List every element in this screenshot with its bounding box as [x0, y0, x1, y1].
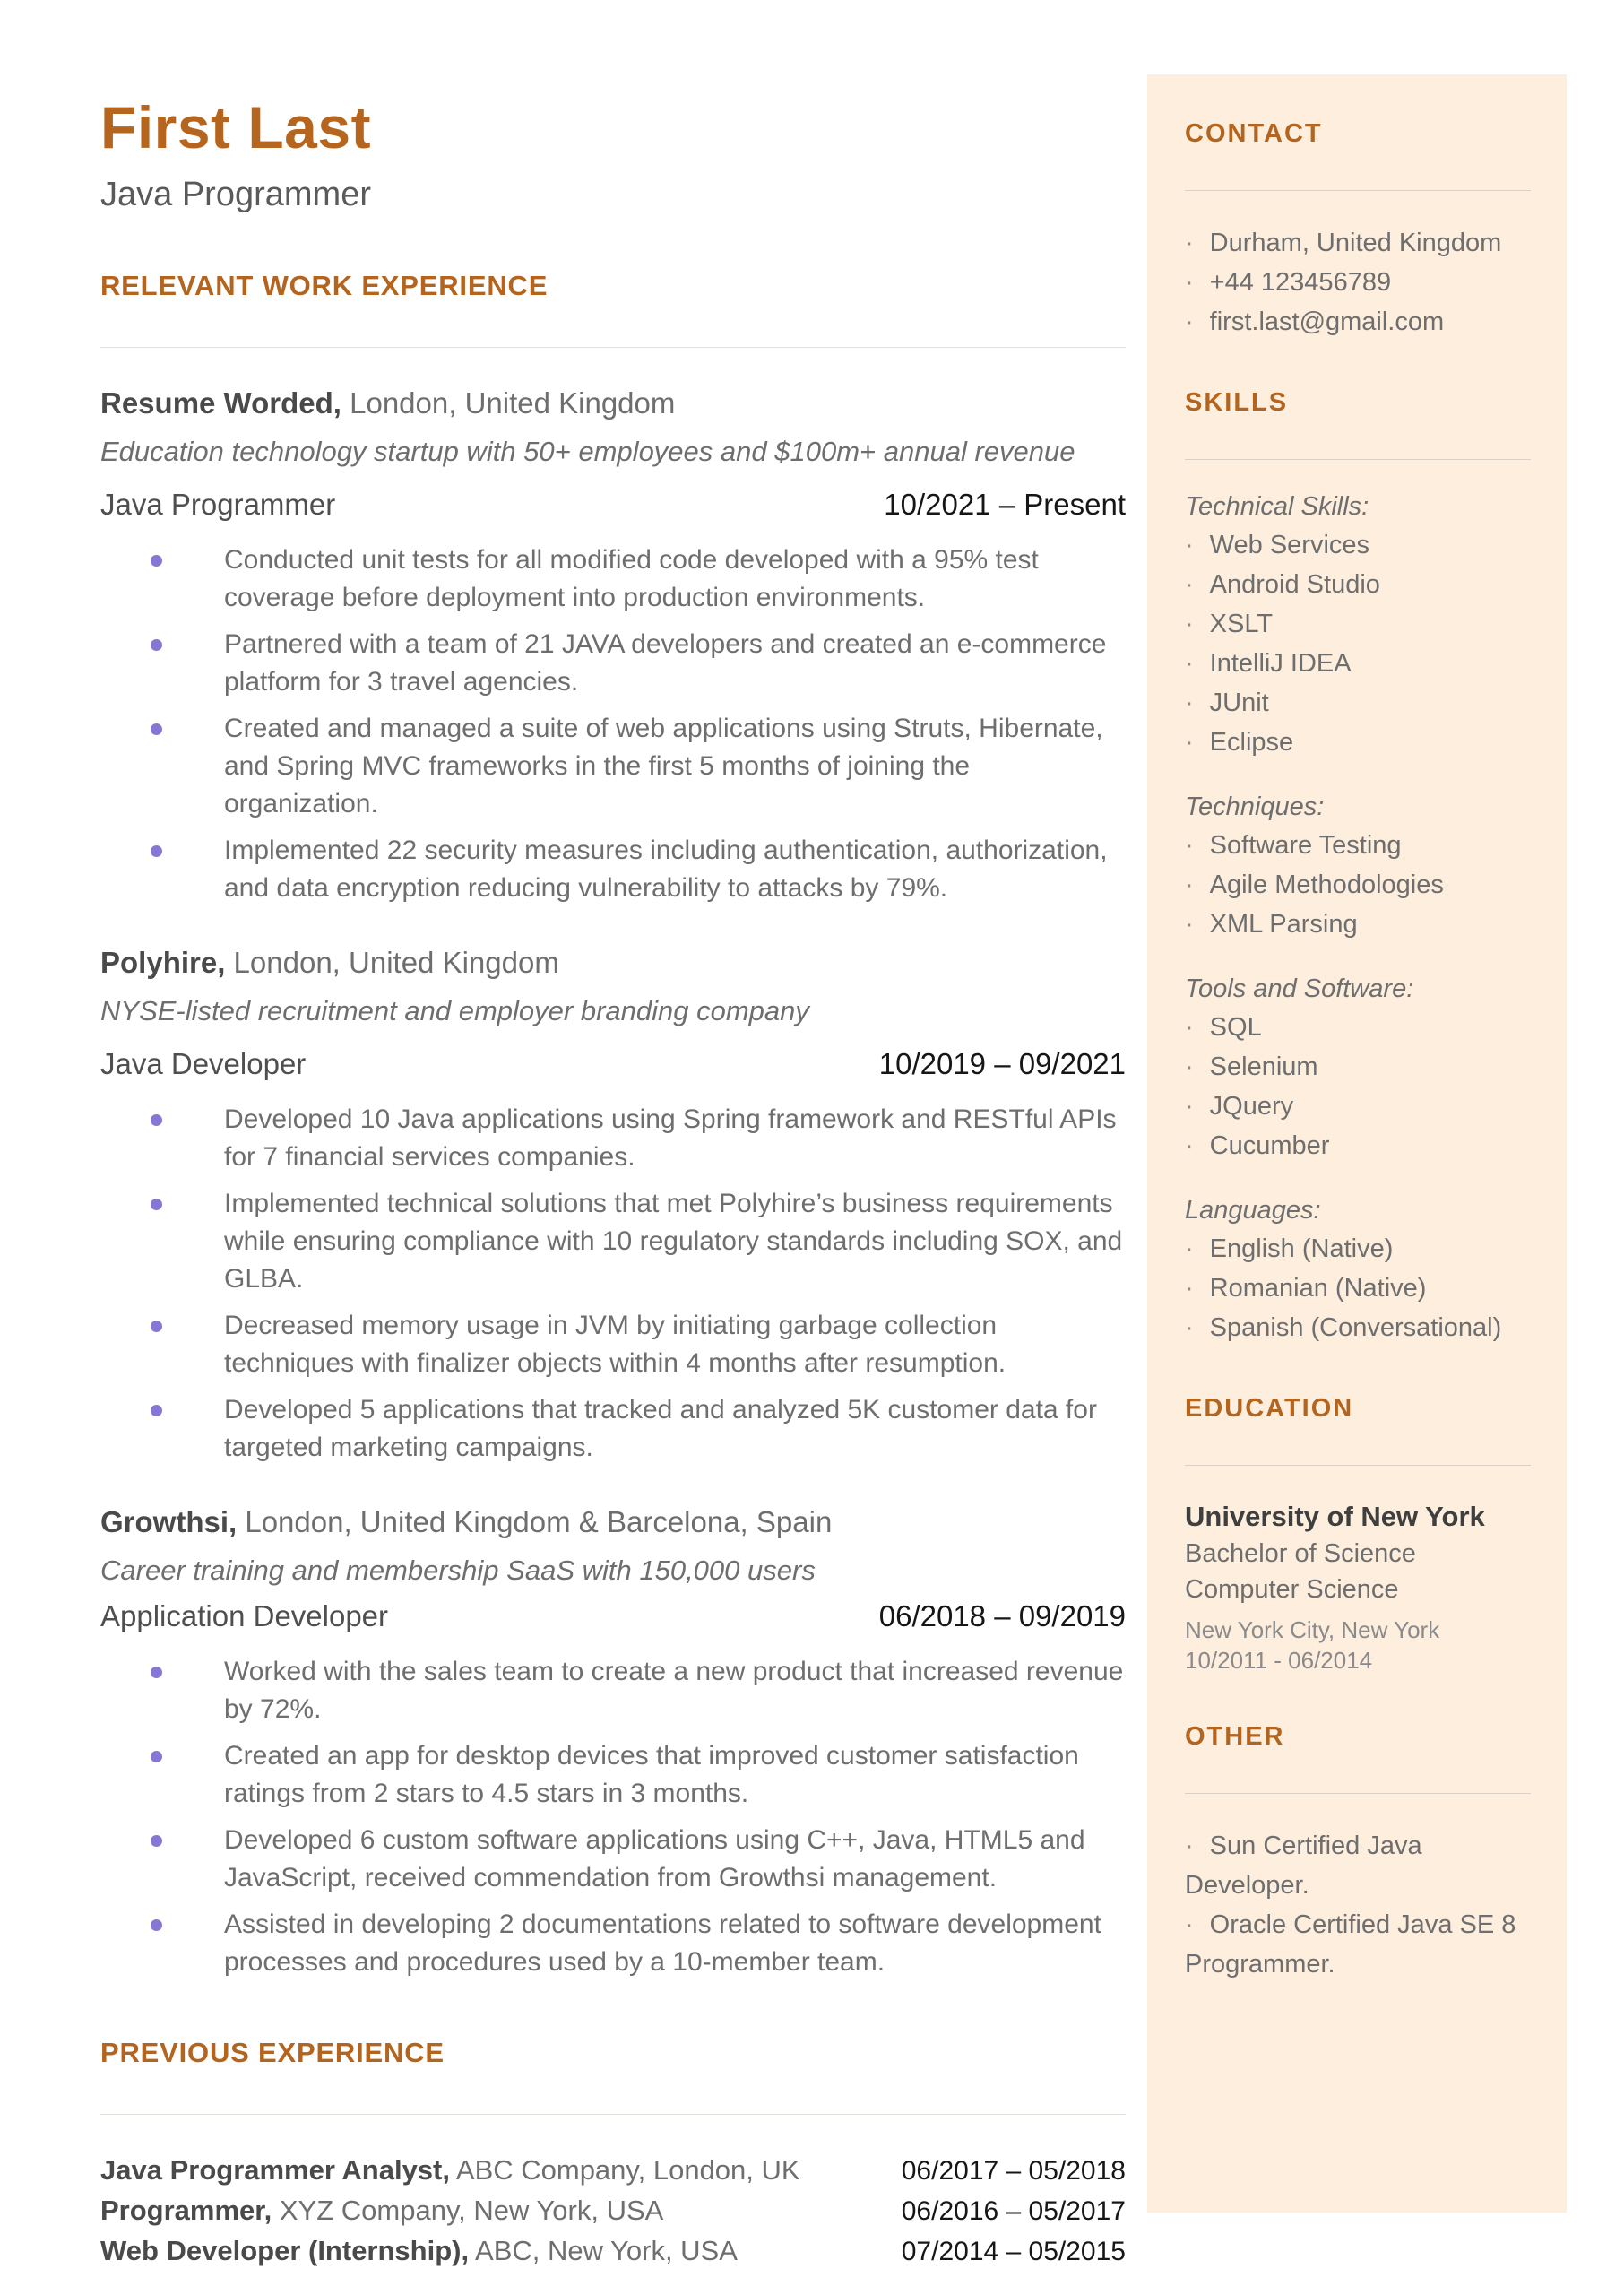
- company-line: [100, 1503, 1126, 1542]
- bullet-text: Decreased memory usage in JVM by initiating garbage collection techniques with finalizer objects within 4 months after resumption.: [224, 1311, 1006, 1378]
- previous-role-line: [100, 2151, 800, 2190]
- skill-item: [1185, 1308, 1531, 1347]
- skill-text: English (Native): [1209, 1234, 1394, 1263]
- sidebar-divider: [1185, 459, 1531, 460]
- job-bullet-list: [100, 1101, 1126, 1467]
- dot-icon: [1185, 570, 1194, 599]
- company-description: Education technology startup with 50+ employees and $100m+ annual revenue: [100, 436, 1075, 467]
- skill-text: XSLT: [1209, 610, 1274, 638]
- skill-text: Software Testing: [1209, 831, 1402, 860]
- bullet-dot-icon: [151, 1751, 162, 1762]
- job-entry-resume-worded: [100, 384, 1126, 907]
- skill-item: [1185, 604, 1531, 644]
- role-dates: 06/2018 – 09/2019: [878, 1599, 1126, 1632]
- job-bullet: [100, 1906, 1126, 1981]
- sidebar-section-skills: [1185, 388, 1531, 1347]
- job-bullet-list: [100, 541, 1126, 907]
- bullet-dot-icon: [151, 1667, 162, 1678]
- sidebar-section-contact: [1185, 119, 1531, 342]
- previous-role-line: [100, 2191, 663, 2230]
- job-bullet: [100, 710, 1126, 823]
- bullet-dot-icon: [151, 1405, 162, 1416]
- skill-text: XML Parsing: [1209, 910, 1358, 939]
- skill-text: Spanish (Conversational): [1209, 1313, 1502, 1342]
- contact-text: Durham, United Kingdom: [1209, 229, 1502, 257]
- skill-text: Agile Methodologies: [1209, 870, 1444, 899]
- dot-icon: [1185, 531, 1194, 559]
- dot-icon: [1185, 1234, 1194, 1263]
- job-bullet: [100, 1391, 1126, 1467]
- bullet-dot-icon: [151, 845, 162, 857]
- person-name: First Last: [100, 94, 372, 160]
- bullet-text: Worked with the sales team to create a new product that increased revenue by 72%.: [224, 1657, 1124, 1724]
- bullet-text: Created and managed a suite of web applications using Struts, Hibernate, and Spring MVC frameworks in the first 5 months of joining the organization.: [224, 714, 1103, 818]
- skill-item: [1185, 1087, 1531, 1126]
- skill-text: IntelliJ IDEA: [1209, 649, 1352, 678]
- section-divider: [100, 2114, 1126, 2115]
- main-column: [100, 93, 1126, 2272]
- contact-list: [1185, 223, 1531, 342]
- dot-icon: [1185, 610, 1194, 638]
- job-bullet: [100, 1653, 1126, 1728]
- other-list: [1185, 1826, 1531, 1984]
- bullet-text: Developed 5 applications that tracked and analyzed 5K customer data for targeted marketing campaigns.: [224, 1395, 1097, 1462]
- sidebar-divider: [1185, 190, 1531, 191]
- skill-item: [1185, 683, 1531, 723]
- company-location: London, United Kingdom: [225, 946, 559, 979]
- dot-icon: [1185, 1832, 1194, 1860]
- bullet-text: Conducted unit tests for all modified code developed with a 95% test coverage before deployment into production environments.: [224, 545, 1039, 612]
- dot-icon: [1185, 649, 1194, 678]
- education-dates: 10/2011 - 06/2014: [1185, 1647, 1373, 1674]
- education-field: Computer Science: [1185, 1575, 1399, 1604]
- previous-experience-list: [100, 2151, 1126, 2272]
- dot-icon: [1185, 268, 1194, 297]
- contact-heading: CONTACT: [1185, 119, 1323, 148]
- bullet-dot-icon: [151, 1114, 162, 1126]
- previous-experience-row: [100, 2151, 1126, 2191]
- previous-role: Web Developer (Internship),: [100, 2235, 470, 2266]
- company-name: Resume Worded,: [100, 386, 341, 420]
- role-title: Java Developer: [100, 1047, 307, 1080]
- skill-item: [1185, 525, 1531, 565]
- education-degree: Bachelor of Science: [1185, 1539, 1416, 1568]
- company-name: Polyhire,: [100, 946, 226, 979]
- bullet-dot-icon: [151, 639, 162, 651]
- skills-group-list: [1185, 1229, 1531, 1347]
- job-bullet-list: [100, 1653, 1126, 1981]
- skill-item: [1185, 1008, 1531, 1047]
- bullet-dot-icon: [151, 555, 162, 567]
- job-bullet: [100, 1101, 1126, 1176]
- role-row: [100, 1047, 1126, 1081]
- previous-dates: 06/2016 – 05/2017: [901, 2196, 1126, 2226]
- skills-group-list: [1185, 525, 1531, 762]
- dot-icon: [1185, 1013, 1194, 1042]
- role-row: [100, 488, 1126, 522]
- skill-item: [1185, 565, 1531, 604]
- sidebar-divider: [1185, 1465, 1531, 1466]
- dot-icon: [1185, 870, 1194, 899]
- job-entry-growthsi: [100, 1503, 1126, 1981]
- skill-text: Cucumber: [1209, 1131, 1330, 1160]
- skill-item: [1185, 865, 1531, 905]
- skills-group-label: Languages:: [1185, 1196, 1321, 1225]
- dot-icon: [1185, 307, 1194, 336]
- skills-group-label: Tools and Software:: [1185, 974, 1414, 1003]
- dot-icon: [1185, 1092, 1194, 1121]
- role-dates: 10/2021 – Present: [884, 488, 1126, 521]
- job-bullet: [100, 1737, 1126, 1813]
- skill-text: JQuery: [1209, 1092, 1294, 1121]
- previous-dates: 06/2017 – 05/2018: [901, 2156, 1126, 2186]
- company-description: NYSE-listed recruitment and employer branding company: [100, 995, 809, 1026]
- skill-item: [1185, 723, 1531, 762]
- other-item: [1185, 1905, 1531, 1984]
- previous-role: Programmer,: [100, 2195, 272, 2226]
- sidebar-section-education: [1185, 1394, 1531, 1676]
- contact-text: +44 123456789: [1209, 268, 1392, 297]
- skills-group-list: [1185, 826, 1531, 944]
- person-job-title: Java Programmer: [100, 176, 371, 213]
- dot-icon: [1185, 688, 1194, 717]
- skill-text: Eclipse: [1209, 728, 1294, 757]
- previous-role-line: [100, 2231, 738, 2271]
- role-row: [100, 1599, 1126, 1633]
- dot-icon: [1185, 1131, 1194, 1160]
- other-text: Sun Certified Java Developer.: [1185, 1832, 1422, 1900]
- skill-item: [1185, 905, 1531, 944]
- bullet-text: Developed 6 custom software applications using C++, Java, HTML5 and JavaScript, received commendation from Growthsi management.: [224, 1825, 1085, 1892]
- skill-text: Romanian (Native): [1209, 1274, 1427, 1303]
- sidebar-divider: [1185, 1793, 1531, 1794]
- skill-item: [1185, 826, 1531, 865]
- other-item: [1185, 1826, 1531, 1905]
- role-title: Application Developer: [100, 1599, 389, 1632]
- section-heading-relevant-experience: RELEVANT WORK EXPERIENCE: [100, 270, 549, 301]
- dot-icon: [1185, 1052, 1194, 1081]
- skill-item: [1185, 1047, 1531, 1087]
- job-bullet: [100, 1307, 1126, 1382]
- section-divider: [100, 347, 1126, 348]
- job-bullet: [100, 832, 1126, 907]
- skills-group-list: [1185, 1008, 1531, 1165]
- dot-icon: [1185, 831, 1194, 860]
- company-name: Growthsi,: [100, 1505, 238, 1538]
- education-location: New York City, New York: [1185, 1616, 1440, 1643]
- bullet-dot-icon: [151, 723, 162, 735]
- previous-experience-row: [100, 2191, 1126, 2231]
- bullet-text: Implemented technical solutions that met Polyhire’s business requirements while ensuring compliance with 10 regulatory standards including SOX, and GLBA.: [224, 1189, 1123, 1294]
- bullet-text: Created an app for desktop devices that improved customer satisfaction ratings from 2 stars to 4.5 stars in 3 months.: [224, 1741, 1079, 1808]
- job-bullet: [100, 1185, 1126, 1298]
- previous-dates: 07/2014 – 05/2015: [901, 2237, 1126, 2266]
- bullet-dot-icon: [151, 1835, 162, 1847]
- bullet-text: Partnered with a team of 21 JAVA developers and created an e-commerce platform for 3 travel agencies.: [224, 629, 1107, 697]
- other-text: Oracle Certified Java SE 8 Programmer.: [1185, 1910, 1516, 1979]
- sidebar-section-other: [1185, 1722, 1531, 1984]
- job-bullet: [100, 541, 1126, 617]
- previous-company: ABC Company, London, UK: [449, 2154, 800, 2186]
- dot-icon: [1185, 1274, 1194, 1303]
- bullet-dot-icon: [151, 1199, 162, 1210]
- bullet-text: Implemented 22 security measures including authentication, authorization, and data encryption reducing vulnerability to attacks by 79%.: [224, 836, 1108, 903]
- bullet-text: Assisted in developing 2 documentations related to software development processes and procedures used by a 10-member team.: [224, 1910, 1101, 1977]
- company-line: [100, 384, 1126, 423]
- job-entry-polyhire: [100, 943, 1126, 1467]
- bullet-dot-icon: [151, 1919, 162, 1931]
- previous-company: XYZ Company, New York, USA: [272, 2195, 664, 2226]
- role-dates: 10/2019 – 09/2021: [878, 1047, 1126, 1080]
- skill-text: JUnit: [1209, 688, 1269, 717]
- company-line: [100, 943, 1126, 983]
- skill-item: [1185, 1126, 1531, 1165]
- skill-item: [1185, 1269, 1531, 1308]
- role-title: Java Programmer: [100, 488, 336, 521]
- contact-text: first.last@gmail.com: [1209, 307, 1445, 336]
- dot-icon: [1185, 229, 1194, 257]
- section-heading-previous-experience: PREVIOUS EXPERIENCE: [100, 2037, 445, 2068]
- skill-item: [1185, 644, 1531, 683]
- bullet-text: Developed 10 Java applications using Spring framework and RESTful APIs for 7 financial services companies.: [224, 1104, 1117, 1172]
- company-location: London, United Kingdom & Barcelona, Spain: [237, 1505, 833, 1538]
- job-bullet: [100, 626, 1126, 701]
- skill-text: Android Studio: [1209, 570, 1380, 599]
- company-description: Career training and membership SaaS with 150,000 users: [100, 1555, 816, 1586]
- education-school: University of New York: [1185, 1501, 1485, 1532]
- contact-location: [1185, 223, 1531, 263]
- dot-icon: [1185, 728, 1194, 757]
- previous-role: Java Programmer Analyst,: [100, 2154, 450, 2186]
- sidebar: [1147, 74, 1567, 2213]
- education-heading: EDUCATION: [1185, 1394, 1354, 1423]
- skill-text: SQL: [1209, 1013, 1262, 1042]
- bullet-dot-icon: [151, 1321, 162, 1332]
- job-bullet: [100, 1822, 1126, 1897]
- contact-email: [1185, 302, 1531, 342]
- dot-icon: [1185, 1910, 1194, 1939]
- skill-item: [1185, 1229, 1531, 1269]
- previous-company: ABC, New York, USA: [469, 2235, 738, 2266]
- dot-icon: [1185, 1313, 1194, 1342]
- contact-phone: [1185, 263, 1531, 302]
- skills-group-label: Technical Skills:: [1185, 492, 1369, 521]
- other-heading: OTHER: [1185, 1722, 1285, 1751]
- previous-experience-row: [100, 2231, 1126, 2272]
- skills-group-label: Techniques:: [1185, 792, 1325, 821]
- skill-text: Selenium: [1209, 1052, 1318, 1081]
- company-location: London, United Kingdom: [341, 386, 676, 420]
- dot-icon: [1185, 910, 1194, 939]
- skill-text: Web Services: [1209, 531, 1370, 559]
- skills-heading: SKILLS: [1185, 388, 1289, 417]
